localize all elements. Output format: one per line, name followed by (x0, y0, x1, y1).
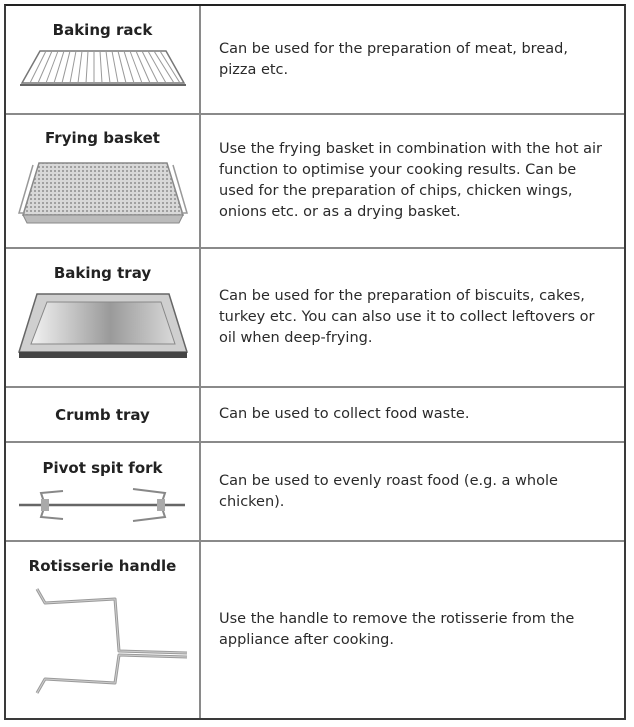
baking-rack-icon (18, 45, 188, 93)
accessory-name-cell (6, 388, 201, 441)
accessory-name-cell (6, 249, 201, 386)
frying-basket-icon (13, 157, 193, 227)
accessory-title: Baking tray (53, 264, 152, 282)
table-row (6, 115, 624, 249)
pivot-spit-fork-icon (15, 485, 191, 525)
accessory-description: Use the handle to remove the rotisserie from the appliance after cooking. (219, 611, 575, 648)
accessory-description-cell (201, 443, 624, 540)
accessory-description: Can be used to evenly roast food (e.g. a whole chicken). (219, 472, 558, 510)
accessory-description: Use the frying basket in combination with the hot air function to optimise your cooking results. Can be used for the preparation of chips, chicken wings, onions etc. or as a drying basket. (219, 141, 603, 220)
accessory-description: Can be used to collect food waste. (219, 406, 470, 422)
accessory-name-cell (6, 115, 201, 247)
accessory-title: Baking rack (52, 21, 153, 39)
accessory-name-cell (6, 6, 201, 113)
rotisserie-handle-icon (15, 583, 191, 703)
accessory-name-cell (6, 443, 201, 540)
accessory-name-cell (6, 542, 201, 718)
accessory-description: Can be used for the preparation of meat, bread, pizza etc. (219, 40, 568, 78)
table-row (6, 542, 624, 718)
table-row (6, 6, 624, 115)
accessories-table (4, 4, 626, 720)
accessory-description-cell (201, 388, 624, 441)
table-row (6, 388, 624, 443)
accessory-description-cell (201, 542, 624, 718)
accessory-title: Crumb tray (55, 405, 150, 424)
accessory-description-cell (201, 115, 624, 247)
accessory-description-cell (201, 249, 624, 386)
baking-tray-icon (15, 290, 191, 362)
accessory-title: Pivot spit fork (42, 459, 163, 477)
accessory-description: Can be used for the preparation of biscuits, cakes, turkey etc. You can also use it to collect leftovers or oil when deep-frying. (219, 288, 595, 346)
accessory-title: Rotisserie handle (28, 557, 177, 575)
accessory-description-cell (201, 6, 624, 113)
table-row (6, 443, 624, 542)
accessory-title: Frying basket (45, 129, 160, 147)
table-row (6, 249, 624, 388)
